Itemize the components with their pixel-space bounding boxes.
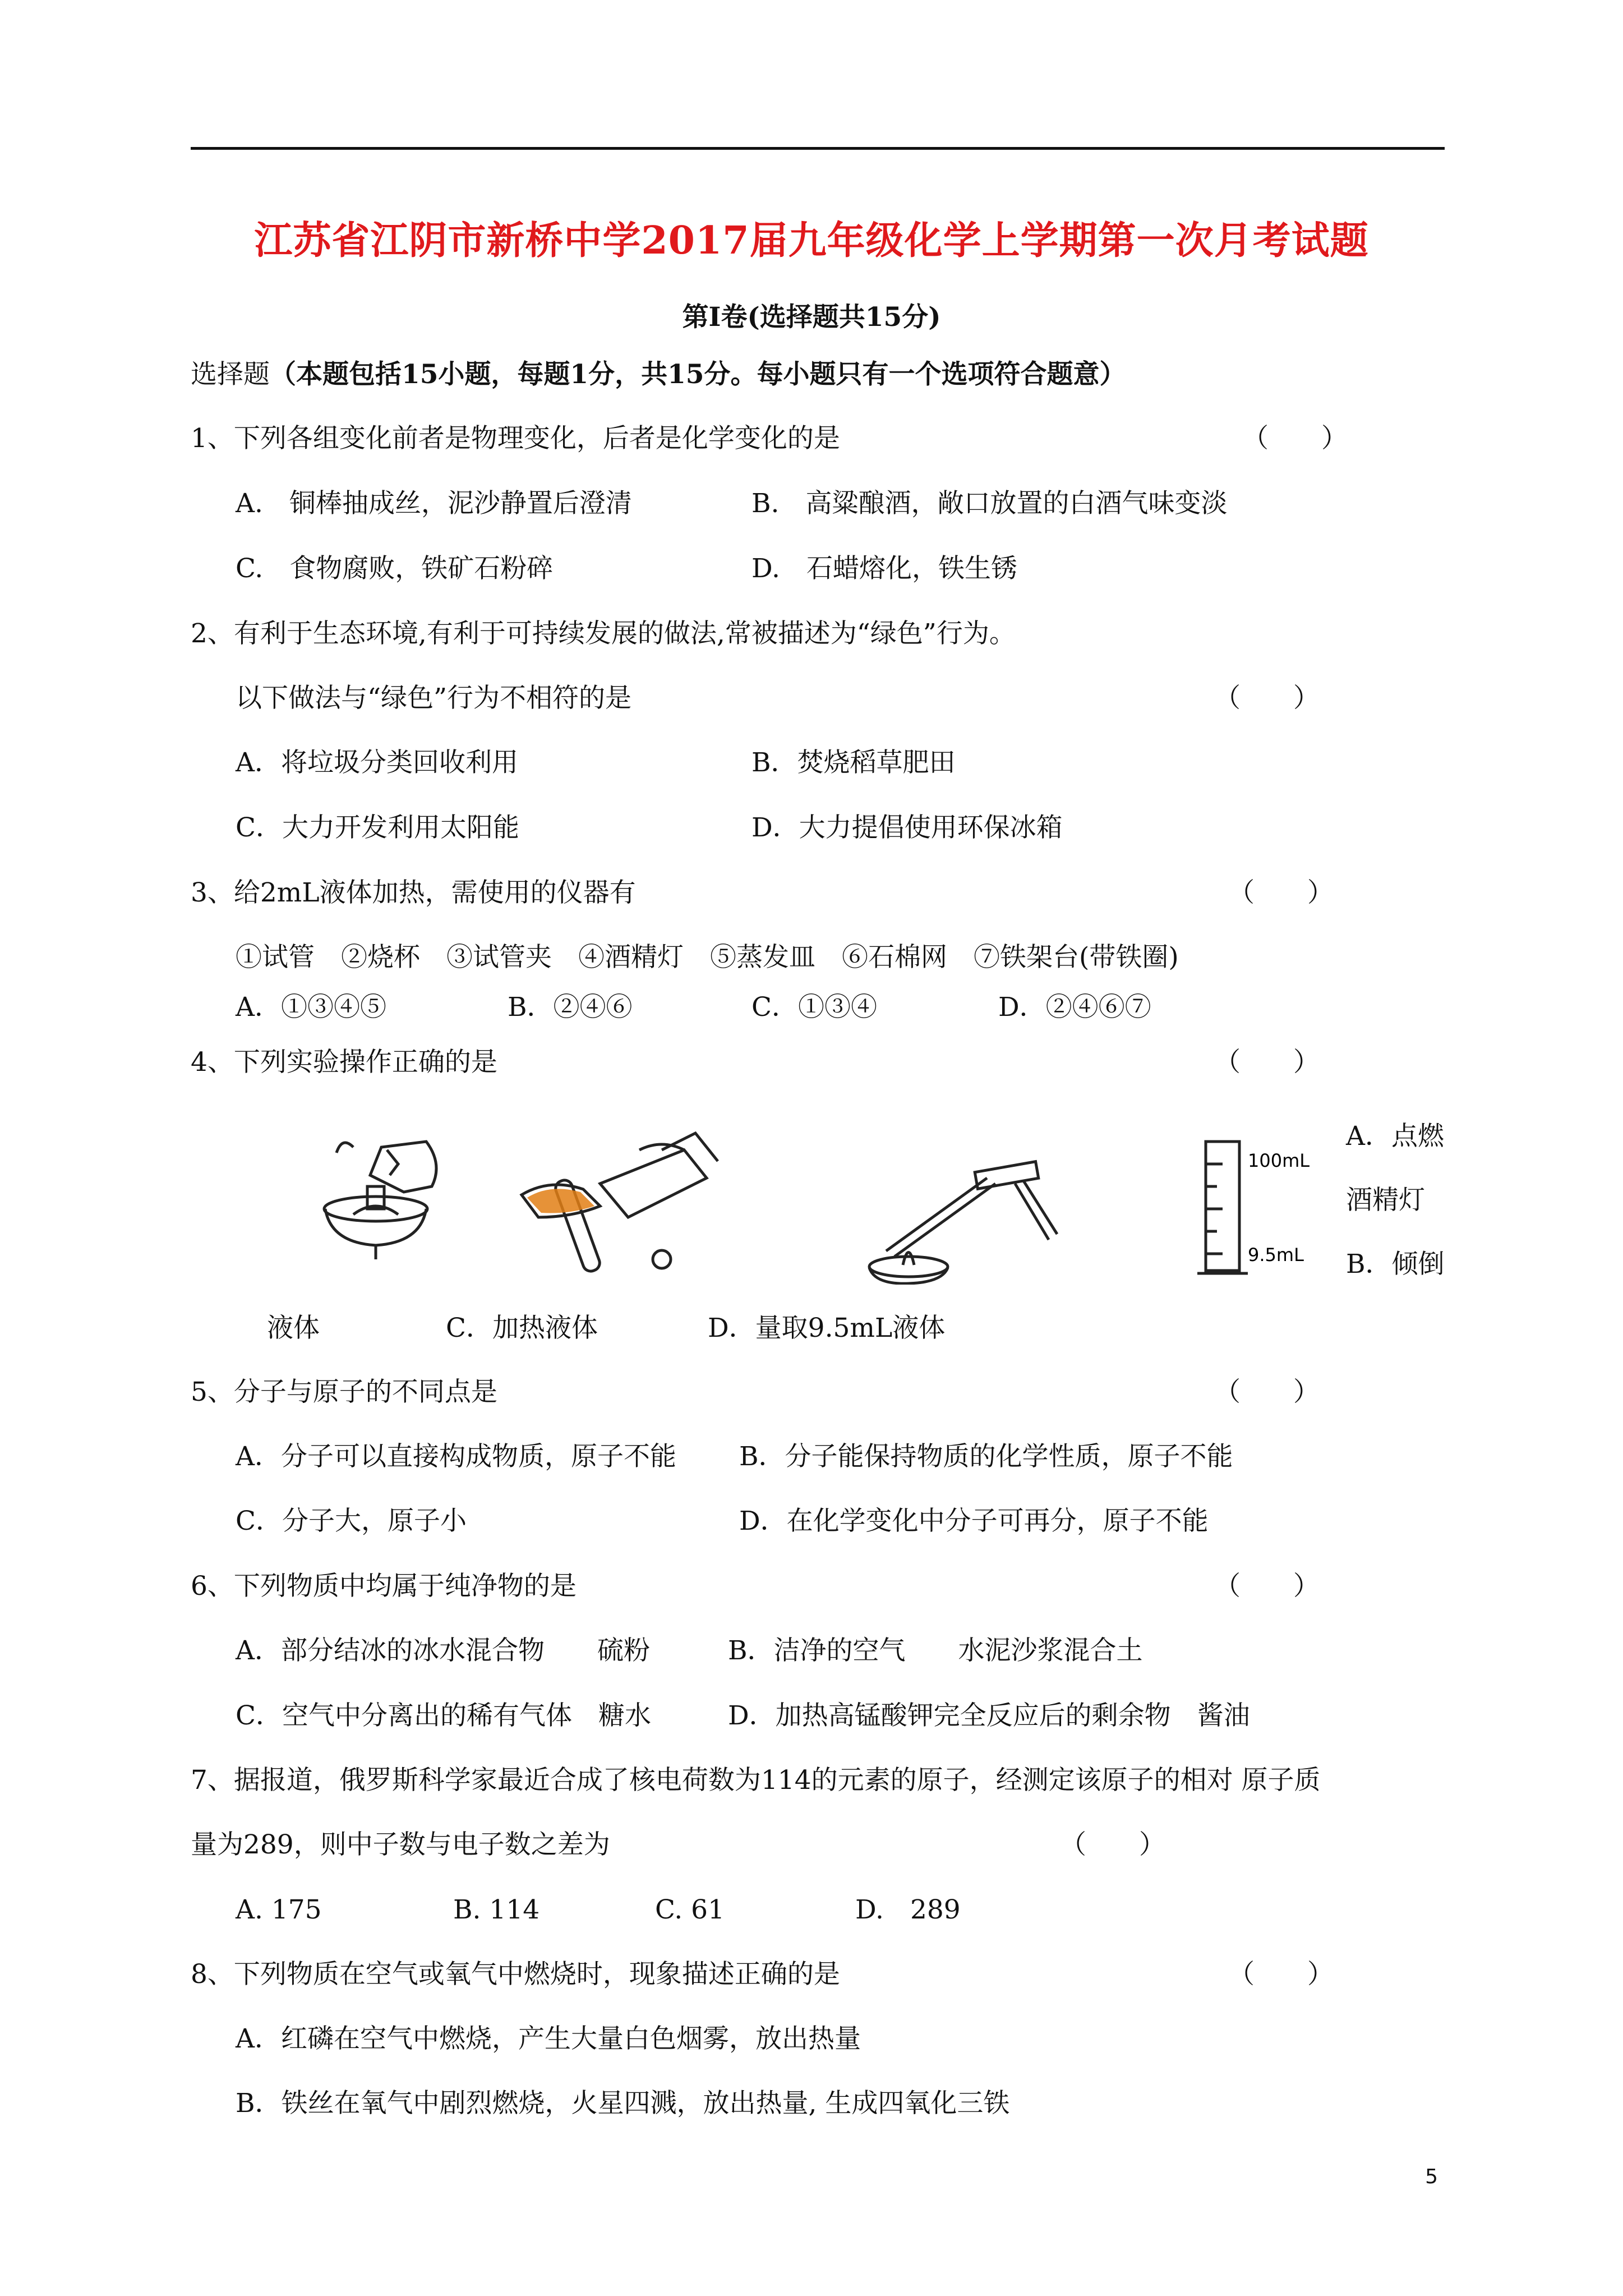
q4-option-b-label: B．倾倒 — [1346, 1249, 1445, 1280]
q8-option-a: A．红磷在空气中燃烧，产生大量白色烟雾，放出热量 — [236, 2023, 861, 2054]
exam-title: 江苏省江阴市新桥中学2017届九年级化学上学期第一次月考试题 — [254, 218, 1369, 263]
q6-option-b: B．洁净的空气 水泥沙浆混合土 — [728, 1635, 1143, 1666]
q6-option-d: D．加热高锰酸钾完全反应后的剩余物 酱油 — [728, 1700, 1250, 1731]
q3-option-a: A．①③④⑤ — [236, 992, 386, 1023]
q2-stem-cont: 以下做法与“绿色”行为不相符的是 — [236, 683, 632, 714]
q5-option-b: B．分子能保持物质的化学性质，原子不能 — [739, 1441, 1233, 1472]
q1-option-b: B. 高粱酿酒，敞口放置的白酒气味变淡 — [751, 488, 1228, 519]
q8-stem: 8、下列物质在空气或氧气中燃烧时，现象描述正确的是 — [191, 1959, 840, 1990]
q3-option-b: B．②④⑥ — [508, 992, 633, 1023]
q5-stem: 5、分子与原子的不同点是 — [191, 1377, 497, 1407]
q7-option-a: A. 175 — [236, 1894, 322, 1925]
figure-a-light-alcohol-lamp — [314, 1130, 460, 1271]
q4-stem: 4、下列实验操作正确的是 — [191, 1047, 497, 1078]
q5-option-a: A．分子可以直接构成物质，原子不能 — [236, 1441, 676, 1472]
q6-option-c: C．空气中分离出的稀有气体 糖水 — [236, 1700, 651, 1731]
q4-option-d: D．量取9.5mL液体 — [708, 1313, 946, 1343]
section-label: 选择题 — [191, 359, 270, 390]
q1-option-a: A. 铜棒抽成丝，泥沙静置后澄清 — [236, 488, 632, 519]
q4-option-b-label-cont: 液体 — [267, 1313, 320, 1343]
q4-option-a-label: A．点燃 — [1346, 1121, 1444, 1152]
q5-option-d: D．在化学变化中分子可再分，原子不能 — [739, 1506, 1209, 1536]
part-title: 第Ⅰ卷(选择题共15分) — [682, 302, 941, 333]
q1-option-c: C. 食物腐败，铁矿石粉碎 — [236, 553, 554, 584]
cylinder-9-5ml-label: 9.5mL — [1248, 1244, 1304, 1266]
q3-option-c: C．①③④ — [751, 992, 877, 1023]
section-heading — [191, 358, 1126, 392]
q8-option-b: B．铁丝在氧气中剧烈燃烧，火星四溅，放出热量, 生成四氧化三铁 — [236, 2088, 1010, 2119]
q7-option-b: B. 114 — [453, 1894, 540, 1925]
q2-option-c: C．大力开发利用太阳能 — [236, 812, 519, 843]
q5-answer-paren: （ ） — [1214, 1377, 1320, 1407]
figure-d-graduated-cylinder — [1195, 1133, 1324, 1285]
q6-answer-paren: （ ） — [1214, 1571, 1320, 1602]
q2-answer-paren: （ ） — [1214, 683, 1320, 714]
q1-stem: 1、下列各组变化前者是物理变化，后者是化学变化的是 — [191, 423, 840, 454]
page-number: 5 — [1425, 2165, 1438, 2188]
q6-stem: 6、下列物质中均属于纯净物的是 — [191, 1571, 577, 1602]
q4-option-c: C．加热液体 — [446, 1313, 598, 1343]
q1-answer-paren: （ ） — [1242, 423, 1348, 454]
q3-option-d: D．②④⑥⑦ — [998, 992, 1151, 1023]
figure-c-heat-liquid — [864, 1156, 1066, 1285]
q3-stem: 3、给2mL液体加热，需使用的仪器有 — [191, 877, 636, 908]
q2-option-d: D．大力提倡使用环保冰箱 — [751, 812, 1063, 843]
figure-b-pour-liquid — [516, 1128, 729, 1279]
q8-answer-paren: （ ） — [1228, 1959, 1334, 1990]
cylinder-100ml-label: 100mL — [1248, 1150, 1310, 1171]
q7-answer-paren: （ ） — [1060, 1829, 1165, 1860]
q7-stem-cont: 量为289，则中子数与电子数之差为 — [191, 1829, 610, 1860]
q6-option-a: A．部分结冰的冰水混合物 硫粉 — [236, 1635, 650, 1666]
q7-stem: 7、据报道，俄罗斯科学家最近合成了核电荷数为114的元素的原子，经测定该原子的相对 原子质 — [191, 1765, 1321, 1796]
q1-option-d: D. 石蜡熔化，铁生锈 — [751, 553, 1017, 584]
q7-option-d: D. 289 — [855, 1894, 961, 1925]
q2-option-a: A．将垃圾分类回收利用 — [236, 747, 518, 778]
q3-answer-paren: （ ） — [1228, 877, 1334, 908]
q5-option-c: C．分子大，原子小 — [236, 1506, 467, 1536]
q7-option-c: C. 61 — [655, 1894, 725, 1925]
q4-answer-paren: （ ） — [1214, 1047, 1320, 1078]
header-rule — [191, 147, 1445, 150]
q3-items: ①试管 ②烧杯 ③试管夹 ④酒精灯 ⑤蒸发皿 ⑥石棉网 ⑦铁架台(带铁圈) — [236, 942, 1179, 973]
q2-option-b: B．焚烧稻草肥田 — [751, 747, 956, 778]
q2-stem: 2、有利于生态环境,有利于可持续发展的做法,常被描述为“绿色”行为。 — [191, 618, 1016, 649]
section-note: （本题包括15小题，每题1分，共15分。每小题只有一个选项符合题意） — [270, 359, 1126, 390]
q4-option-a-label-cont: 酒精灯 — [1346, 1185, 1425, 1216]
